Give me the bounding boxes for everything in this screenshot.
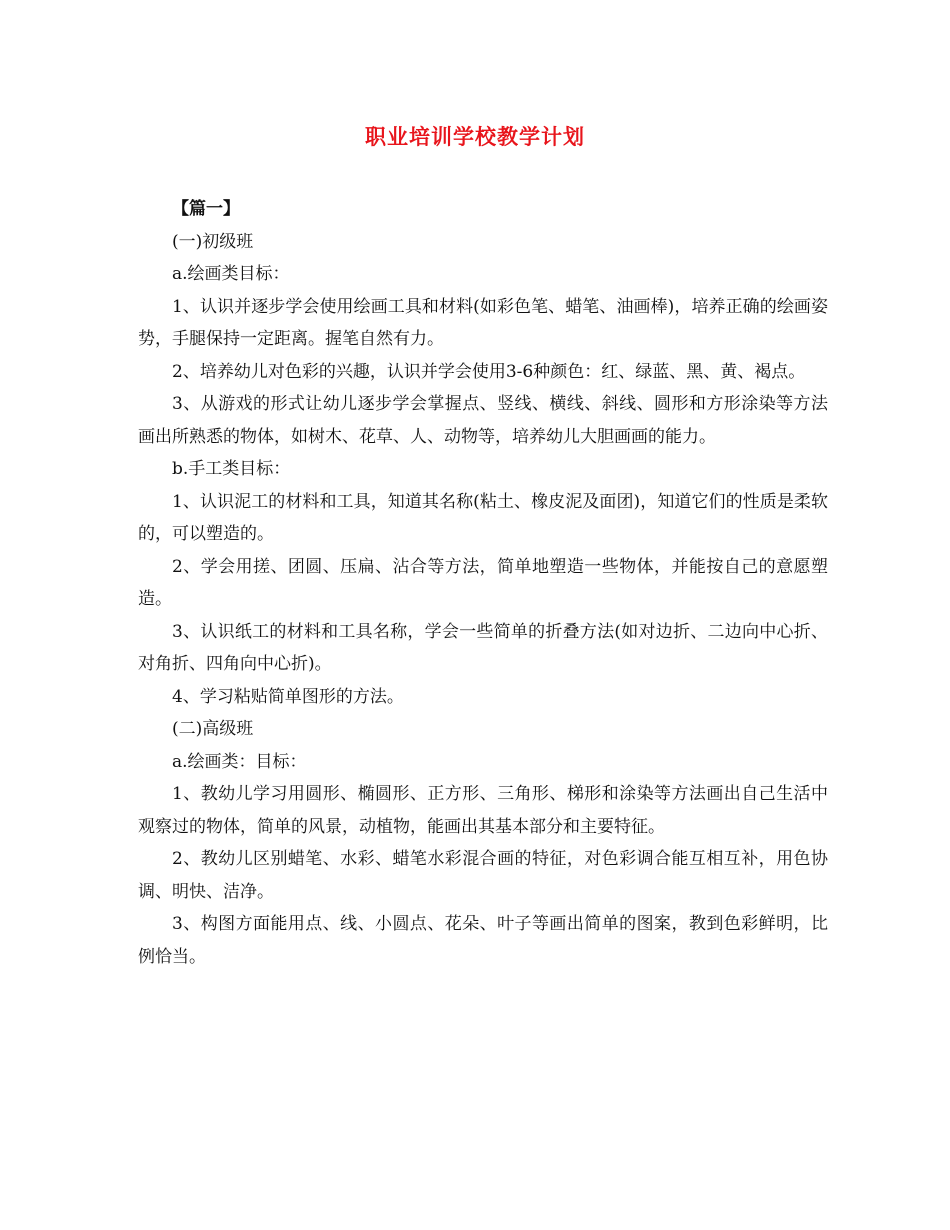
- paragraph: a.绘画类目标：: [172, 264, 290, 284]
- paragraph: 1、认识并逐步学会使用绘画工具和材料(如彩色笔、蜡笔、油画棒)，培养正确的绘画姿势，手腿保持一定距离。握笔自然有力。: [138, 296, 828, 349]
- paragraph: 1、认识泥工的材料和工具，知道其名称(粘土、橡皮泥及面团)，知道它们的性质是柔软的，可以塑造的。: [138, 491, 828, 544]
- paragraph: (一)初级班: [172, 231, 254, 252]
- paragraph: 1、教幼儿学习用圆形、椭圆形、正方形、三角形、梯形和涂染等方法画出自己生活中观察过的物体，简单的风景，动植物，能画出其基本部分和主要特征。: [138, 784, 828, 837]
- paragraph: 3、认识纸工的材料和工具名称，学会一些简单的折叠方法(如对边折、二边向中心折、对角折、四角向中心折)。: [138, 621, 828, 674]
- paragraph: (二)高级班: [172, 719, 254, 739]
- document-body: [138, 193, 828, 973]
- paragraph: 4、学习粘贴简单图形的方法。: [172, 686, 404, 707]
- document-title: 职业培训学校教学计划: [365, 124, 585, 149]
- paragraph: b.手工类目标：: [172, 459, 291, 479]
- paragraph: 2、学会用搓、团圆、压扁、沾合等方法，简单地塑造一些物体，并能按自己的意愿塑造。: [138, 556, 828, 609]
- paragraph: 3、构图方面能用点、线、小圆点、花朵、叶子等画出简单的图案，教到色彩鲜明，比例恰当。: [138, 914, 828, 967]
- paragraph: 3、从游戏的形式让幼儿逐步学会掌握点、竖线、横线、斜线、圆形和方形涂染等方法画出所熟悉的物体，如树木、花草、人、动物等，培养幼儿大胆画画的能力。: [138, 394, 828, 447]
- paragraph: 2、培养幼儿对色彩的兴趣，认识并学会使用3-6种颜色：红、绿蓝、黑、黄、褐点。: [172, 361, 806, 382]
- paragraph: 2、教幼儿区别蜡笔、水彩、蜡笔水彩混合画的特征，对色彩调合能互相互补，用色协调、明快、洁净。: [138, 849, 828, 902]
- section-heading: 【篇一】: [172, 199, 240, 219]
- paragraph: a.绘画类：目标：: [172, 751, 307, 772]
- paragraph-list: [138, 226, 828, 974]
